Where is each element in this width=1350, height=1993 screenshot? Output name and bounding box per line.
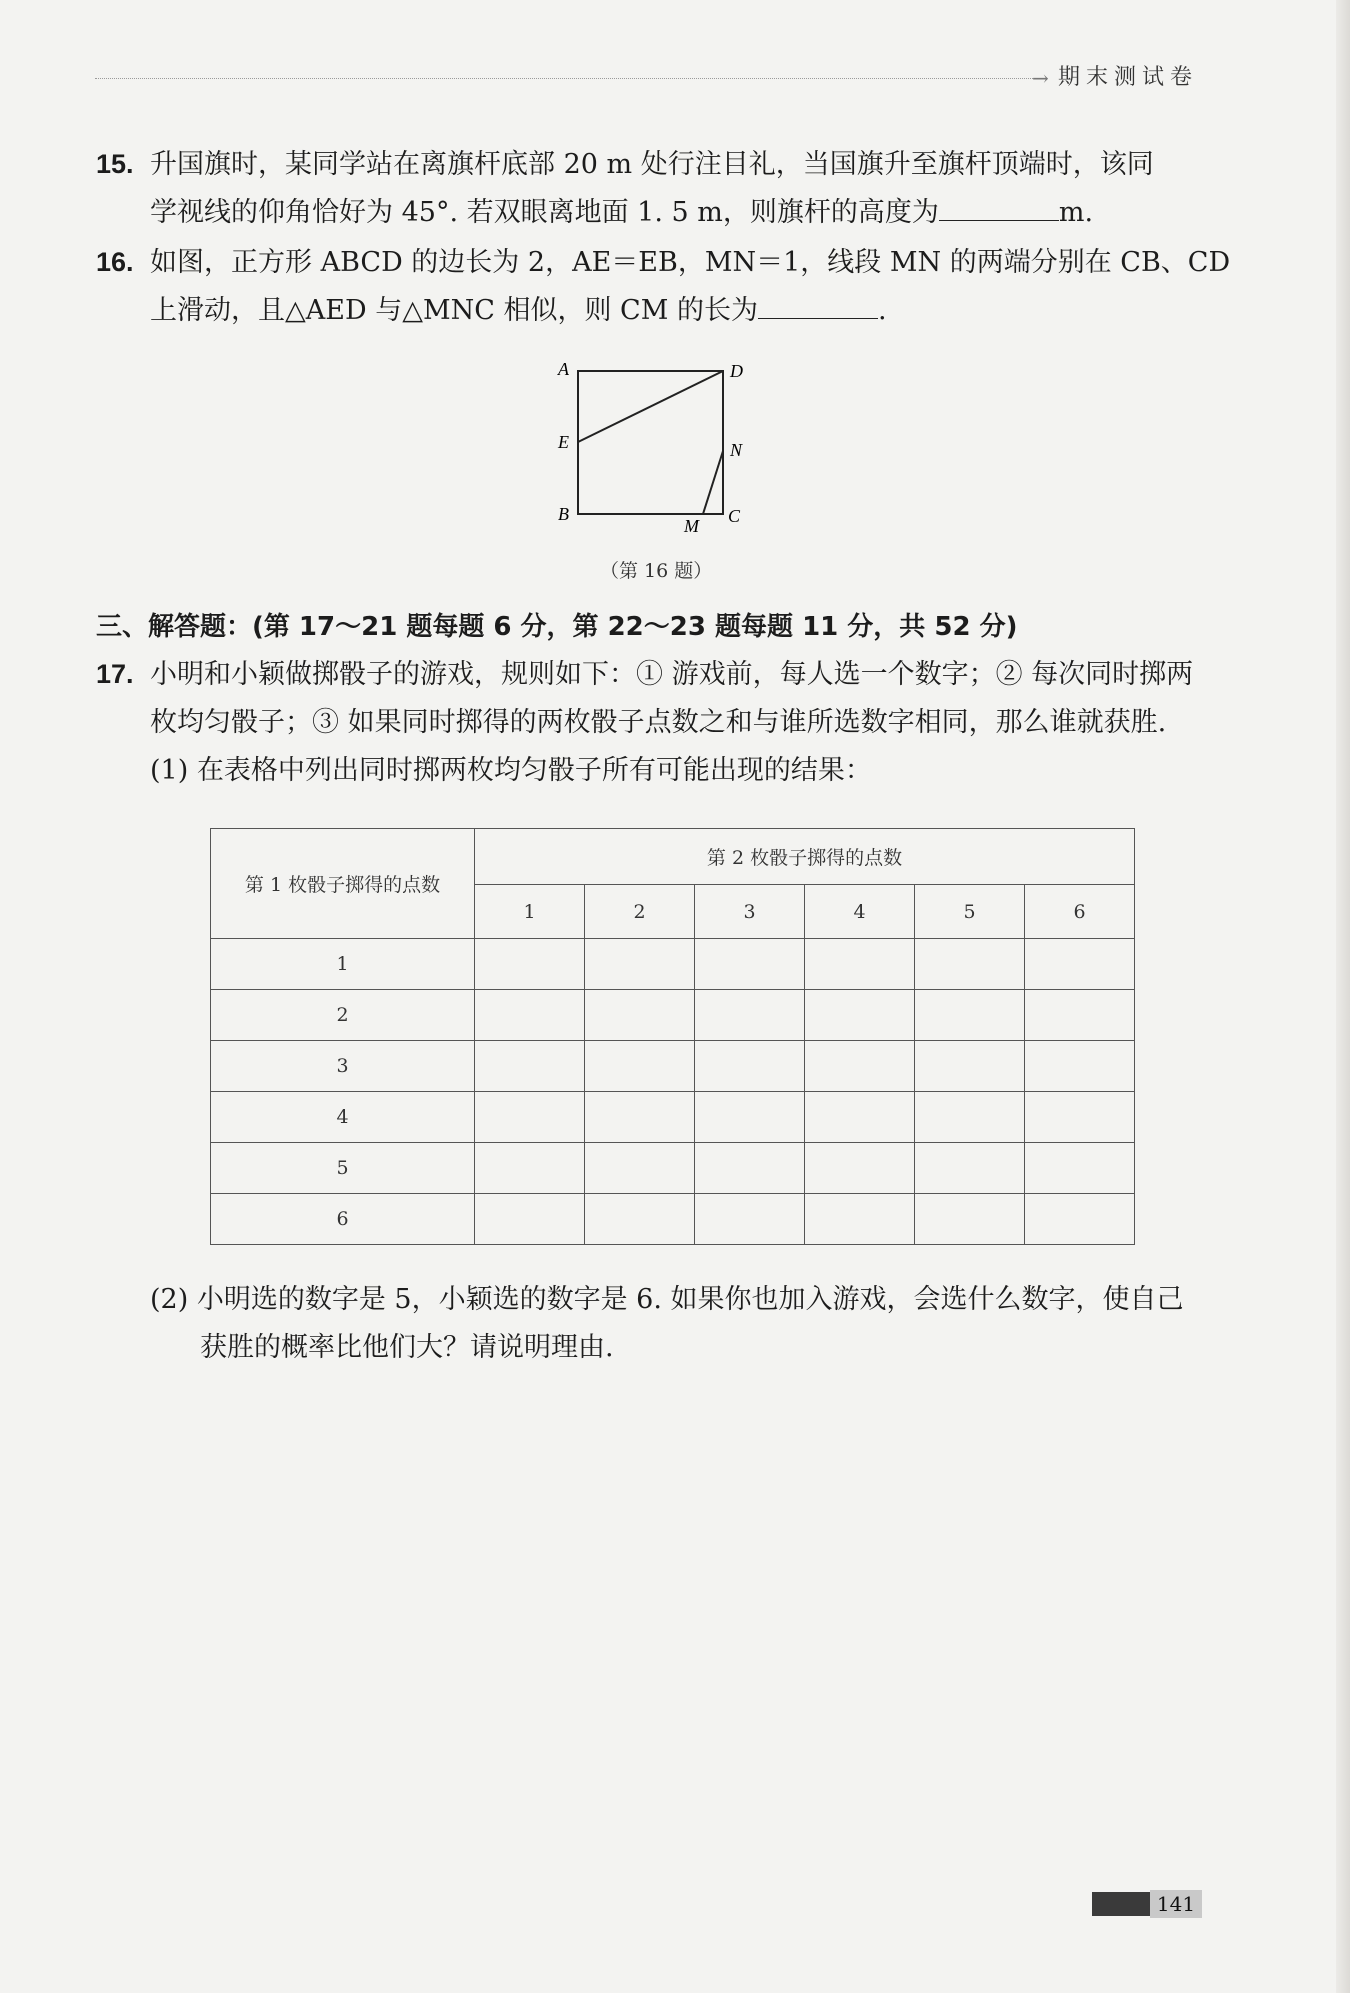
segment-ed [578, 371, 723, 442]
label-n: N [730, 440, 743, 460]
figure-caption: （第 16 题） [600, 560, 713, 582]
answer-cell[interactable] [805, 1143, 915, 1194]
table-row [211, 1194, 1135, 1245]
answer-cell[interactable] [1025, 1143, 1135, 1194]
question-text-line2: 学视线的仰角恰好为 45°. 若双眼离地面 1. 5 m，则旗杆的高度为 [150, 197, 939, 228]
answer-cell[interactable] [695, 1143, 805, 1194]
answer-cell[interactable] [475, 1092, 585, 1143]
answer-cell[interactable] [805, 990, 915, 1041]
section-heading: 三、解答题：(第 17～21 题每题 6 分，第 22～23 题每题 11 分，共 52 分) [96, 612, 1018, 642]
question-number: 17. [96, 659, 134, 689]
row-header-cell: 1 [211, 939, 475, 990]
period: . [877, 295, 887, 326]
answer-cell[interactable] [1025, 1092, 1135, 1143]
question-16 [96, 238, 1230, 335]
question-17 [96, 650, 1193, 795]
answer-cell[interactable] [915, 1194, 1025, 1245]
answer-cell[interactable] [1025, 1194, 1135, 1245]
answer-blank[interactable] [758, 290, 878, 319]
question-text-line1: 如图，正方形 ABCD 的边长为 2，AE＝EB，MN＝1，线段 MN 的两端分别在 CB、CD [150, 247, 1231, 278]
row-header-cell: 4 [211, 1092, 475, 1143]
table-row [211, 1092, 1135, 1143]
answer-cell[interactable] [585, 1041, 695, 1092]
dice-results-table [210, 828, 1135, 1245]
label-c: C [728, 506, 741, 526]
answer-cell[interactable] [915, 939, 1025, 990]
row-header-cell: 6 [211, 1194, 475, 1245]
answer-cell[interactable] [585, 1194, 695, 1245]
answer-cell[interactable] [585, 1092, 695, 1143]
col-header-cell: 4 [805, 885, 915, 939]
question-text-line2: 上滑动，且△AED 与△MNC 相似，则 CM 的长为 [150, 295, 758, 326]
answer-cell[interactable] [475, 1194, 585, 1245]
answer-cell[interactable] [805, 1194, 915, 1245]
col-header-cell: 6 [1025, 885, 1135, 939]
label-a: A [558, 359, 569, 379]
question-text-line1: 升国旗时，某同学站在离旗杆底部 20 m 处行注目礼，当国旗升至旗杆顶端时，该同 [150, 149, 1154, 180]
page-number: 141 [1150, 1890, 1202, 1918]
header-title: 期末测试卷 [1058, 65, 1199, 90]
answer-cell[interactable] [585, 1143, 695, 1194]
segment-mn [703, 451, 723, 514]
answer-cell[interactable] [1025, 1041, 1135, 1092]
question-17-part-2 [96, 1276, 1184, 1372]
label-e: E [558, 432, 569, 452]
row-header-cell: 2 [211, 990, 475, 1041]
part-1-text: (1) 在表格中列出同时掷两枚均匀骰子所有可能出现的结果： [150, 755, 872, 786]
col-header-cell: 5 [915, 885, 1025, 939]
header-rule [95, 78, 1035, 79]
table-row [211, 1143, 1135, 1194]
answer-cell[interactable] [475, 939, 585, 990]
answer-cell[interactable] [915, 1143, 1025, 1194]
answer-cell[interactable] [805, 1092, 915, 1143]
answer-cell[interactable] [585, 939, 695, 990]
answer-cell[interactable] [695, 990, 805, 1041]
row-axis-header: 第 1 枚骰子掷得的点数 [211, 829, 475, 939]
question-text-line1: 小明和小颖做掷骰子的游戏，规则如下：① 游戏前，每人选一个数字；② 每次同时掷两 [150, 659, 1194, 690]
square-figure [540, 355, 760, 545]
question-15 [96, 140, 1154, 237]
answer-cell[interactable] [585, 990, 695, 1041]
answer-cell[interactable] [475, 990, 585, 1041]
page-edge [1336, 0, 1350, 1993]
question-text-line2: 枚均匀骰子；③ 如果同时掷得的两枚骰子点数之和与谁所选数字相同，那么谁就获胜. [150, 707, 1167, 738]
answer-cell[interactable] [475, 1041, 585, 1092]
col-header-cell: 3 [695, 885, 805, 939]
answer-cell[interactable] [1025, 939, 1135, 990]
label-b: B [558, 504, 569, 524]
answer-cell[interactable] [695, 1092, 805, 1143]
part-2-line2: 获胜的概率比他们大？请说明理由. [200, 1332, 614, 1363]
answer-cell[interactable] [805, 1041, 915, 1092]
row-header-cell: 5 [211, 1143, 475, 1194]
col-header-cell: 1 [475, 885, 585, 939]
answer-cell[interactable] [915, 1041, 1025, 1092]
answer-cell[interactable] [695, 1041, 805, 1092]
answer-cell[interactable] [915, 1092, 1025, 1143]
question-number: 16. [96, 247, 134, 277]
arrow-right-icon: → [1032, 66, 1049, 90]
answer-blank[interactable] [939, 192, 1059, 221]
label-m: M [684, 516, 699, 536]
answer-cell[interactable] [1025, 990, 1135, 1041]
table-row [211, 990, 1135, 1041]
square-abcd [578, 371, 723, 514]
col-header-cell: 2 [585, 885, 695, 939]
answer-cell[interactable] [695, 1194, 805, 1245]
answer-cell[interactable] [695, 939, 805, 990]
question-number: 15. [96, 149, 134, 179]
unit-text: m. [1058, 197, 1094, 228]
answer-cell[interactable] [915, 990, 1025, 1041]
table-row [211, 1041, 1135, 1092]
label-d: D [730, 361, 743, 381]
answer-cell[interactable] [805, 939, 915, 990]
part-2-line1: (2) 小明选的数字是 5，小颖选的数字是 6. 如果你也加入游戏，会选什么数字，使自己 [150, 1284, 1184, 1315]
row-header-cell: 3 [211, 1041, 475, 1092]
col-axis-header: 第 2 枚骰子掷得的点数 [475, 829, 1135, 885]
page-number-bar [1092, 1892, 1154, 1916]
table-row [211, 939, 1135, 990]
answer-cell[interactable] [475, 1143, 585, 1194]
